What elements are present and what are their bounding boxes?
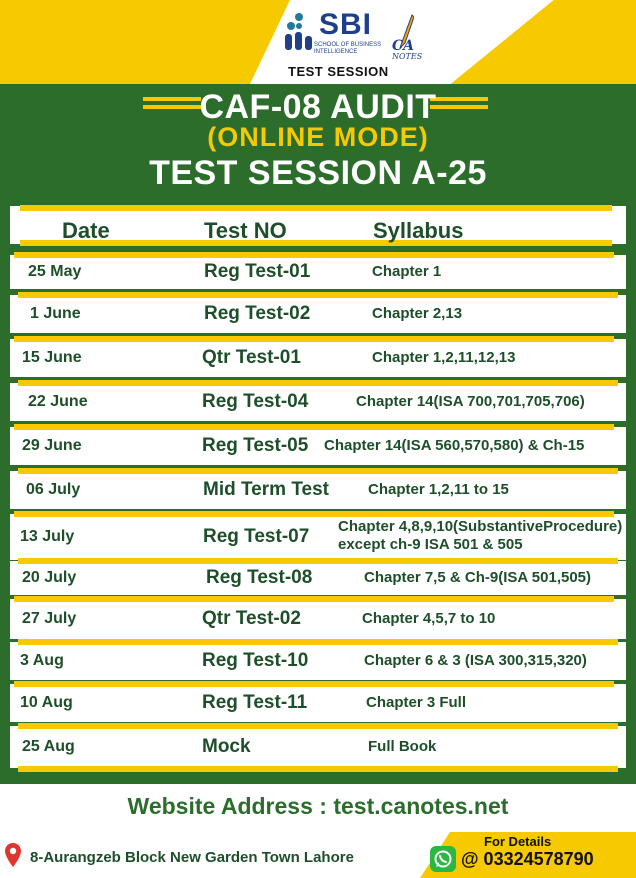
row-date: 29 June <box>22 437 82 454</box>
header-bar-top <box>20 205 612 211</box>
logo-test-session: TEST SESSION <box>288 64 389 79</box>
row-date: 27 July <box>22 610 77 627</box>
row-test-no: Reg Test-02 <box>204 303 311 324</box>
row-test-no: Qtr Test-02 <box>202 608 301 629</box>
row-syllabus: Chapter 1,2,11,12,13 <box>372 349 516 366</box>
table-row <box>10 255 626 289</box>
row-test-no: Qtr Test-01 <box>202 347 301 368</box>
row-date: 25 May <box>28 263 82 280</box>
phone-number[interactable]: @ 03324578790 <box>461 849 594 869</box>
row-test-no: Mock <box>202 736 251 757</box>
row-divider <box>14 596 614 602</box>
row-syllabus: Chapter 1,2,11 to 15 <box>368 481 509 498</box>
row-test-no: Reg Test-05 <box>202 435 309 456</box>
row-date: 15 June <box>22 349 82 366</box>
row-divider <box>18 558 618 564</box>
logo-school-name: SCHOOL OF BUSINESS INTELLIGENCE <box>314 42 382 55</box>
session-title: TEST SESSION A-25 <box>149 154 487 192</box>
row-syllabus: Chapter 6 & 3 (ISA 300,315,320) <box>364 652 587 669</box>
mode-subtitle: (ONLINE MODE) <box>207 122 429 152</box>
row-date: 25 Aug <box>22 738 75 755</box>
row-divider <box>18 380 618 386</box>
row-test-no: Reg Test-04 <box>202 391 309 412</box>
table-row <box>10 339 626 377</box>
row-divider <box>18 639 618 645</box>
row-date: 13 July <box>20 528 75 545</box>
row-syllabus: Chapter 4,5,7 to 10 <box>362 610 496 627</box>
row-divider <box>18 292 618 298</box>
row-date: 3 Aug <box>20 652 64 669</box>
row-test-no: Reg Test-11 <box>202 692 308 713</box>
address: 8-Aurangzeb Block New Garden Town Lahore <box>30 849 354 866</box>
row-syllabus: Chapter 1 <box>372 263 442 280</box>
row-syllabus: Chapter 14(ISA 700,701,705,706) <box>356 393 585 410</box>
row-test-no: Mid Term Test <box>203 479 329 500</box>
row-syllabus: Chapter 3 Full <box>366 694 467 711</box>
row-divider <box>14 511 614 517</box>
row-test-no: Reg Test-01 <box>204 261 311 282</box>
row-syllabus: Chapter 14(ISA 560,570,580) & Ch-15 <box>324 437 585 454</box>
website-address[interactable]: Website Address : test.canotes.net <box>127 793 509 819</box>
row-test-no: Reg Test-07 <box>203 526 310 547</box>
row-date: 10 Aug <box>20 694 73 711</box>
location-pin-icon <box>4 842 22 868</box>
row-test-no: Reg Test-08 <box>206 567 313 588</box>
whatsapp-icon <box>430 846 456 872</box>
row-syllabus: Chapter 4,8,9,10(SubstantiveProcedure) <box>338 518 623 535</box>
column-header-syllabus: Syllabus <box>373 218 464 243</box>
column-header-date: Date <box>62 218 110 243</box>
table-bottom-bar <box>18 766 618 772</box>
row-date: 06 July <box>26 481 81 498</box>
column-header-test-no: Test NO <box>204 218 287 243</box>
logo-ca: CA <box>392 38 415 54</box>
row-test-no: Reg Test-10 <box>202 650 309 671</box>
table-row <box>10 599 626 639</box>
row-date: 20 July <box>22 569 77 586</box>
sbi-logo <box>282 6 422 80</box>
logo-notes: NOTES <box>392 52 423 61</box>
row-date: 22 June <box>28 393 88 410</box>
table-row <box>10 295 626 333</box>
sbi-dots-icon <box>282 12 316 52</box>
row-syllabus: Full Book <box>368 738 437 755</box>
logo-brand: SBI <box>319 8 373 41</box>
row-divider <box>14 336 614 342</box>
row-divider <box>18 723 618 729</box>
table-row <box>10 684 626 722</box>
table-row <box>10 726 626 768</box>
for-details-label: For Details <box>484 834 552 849</box>
row-divider <box>14 681 614 687</box>
row-date: 1 June <box>30 305 81 322</box>
row-divider <box>14 424 614 430</box>
row-syllabus: Chapter 2,13 <box>372 305 463 322</box>
page-title: CAF-08 AUDIT <box>199 88 437 126</box>
row-divider <box>18 468 618 474</box>
row-syllabus: except ch-9 ISA 501 & 505 <box>338 536 523 553</box>
row-syllabus: Chapter 7,5 & Ch-9(ISA 501,505) <box>364 569 592 586</box>
row-divider <box>14 252 614 258</box>
